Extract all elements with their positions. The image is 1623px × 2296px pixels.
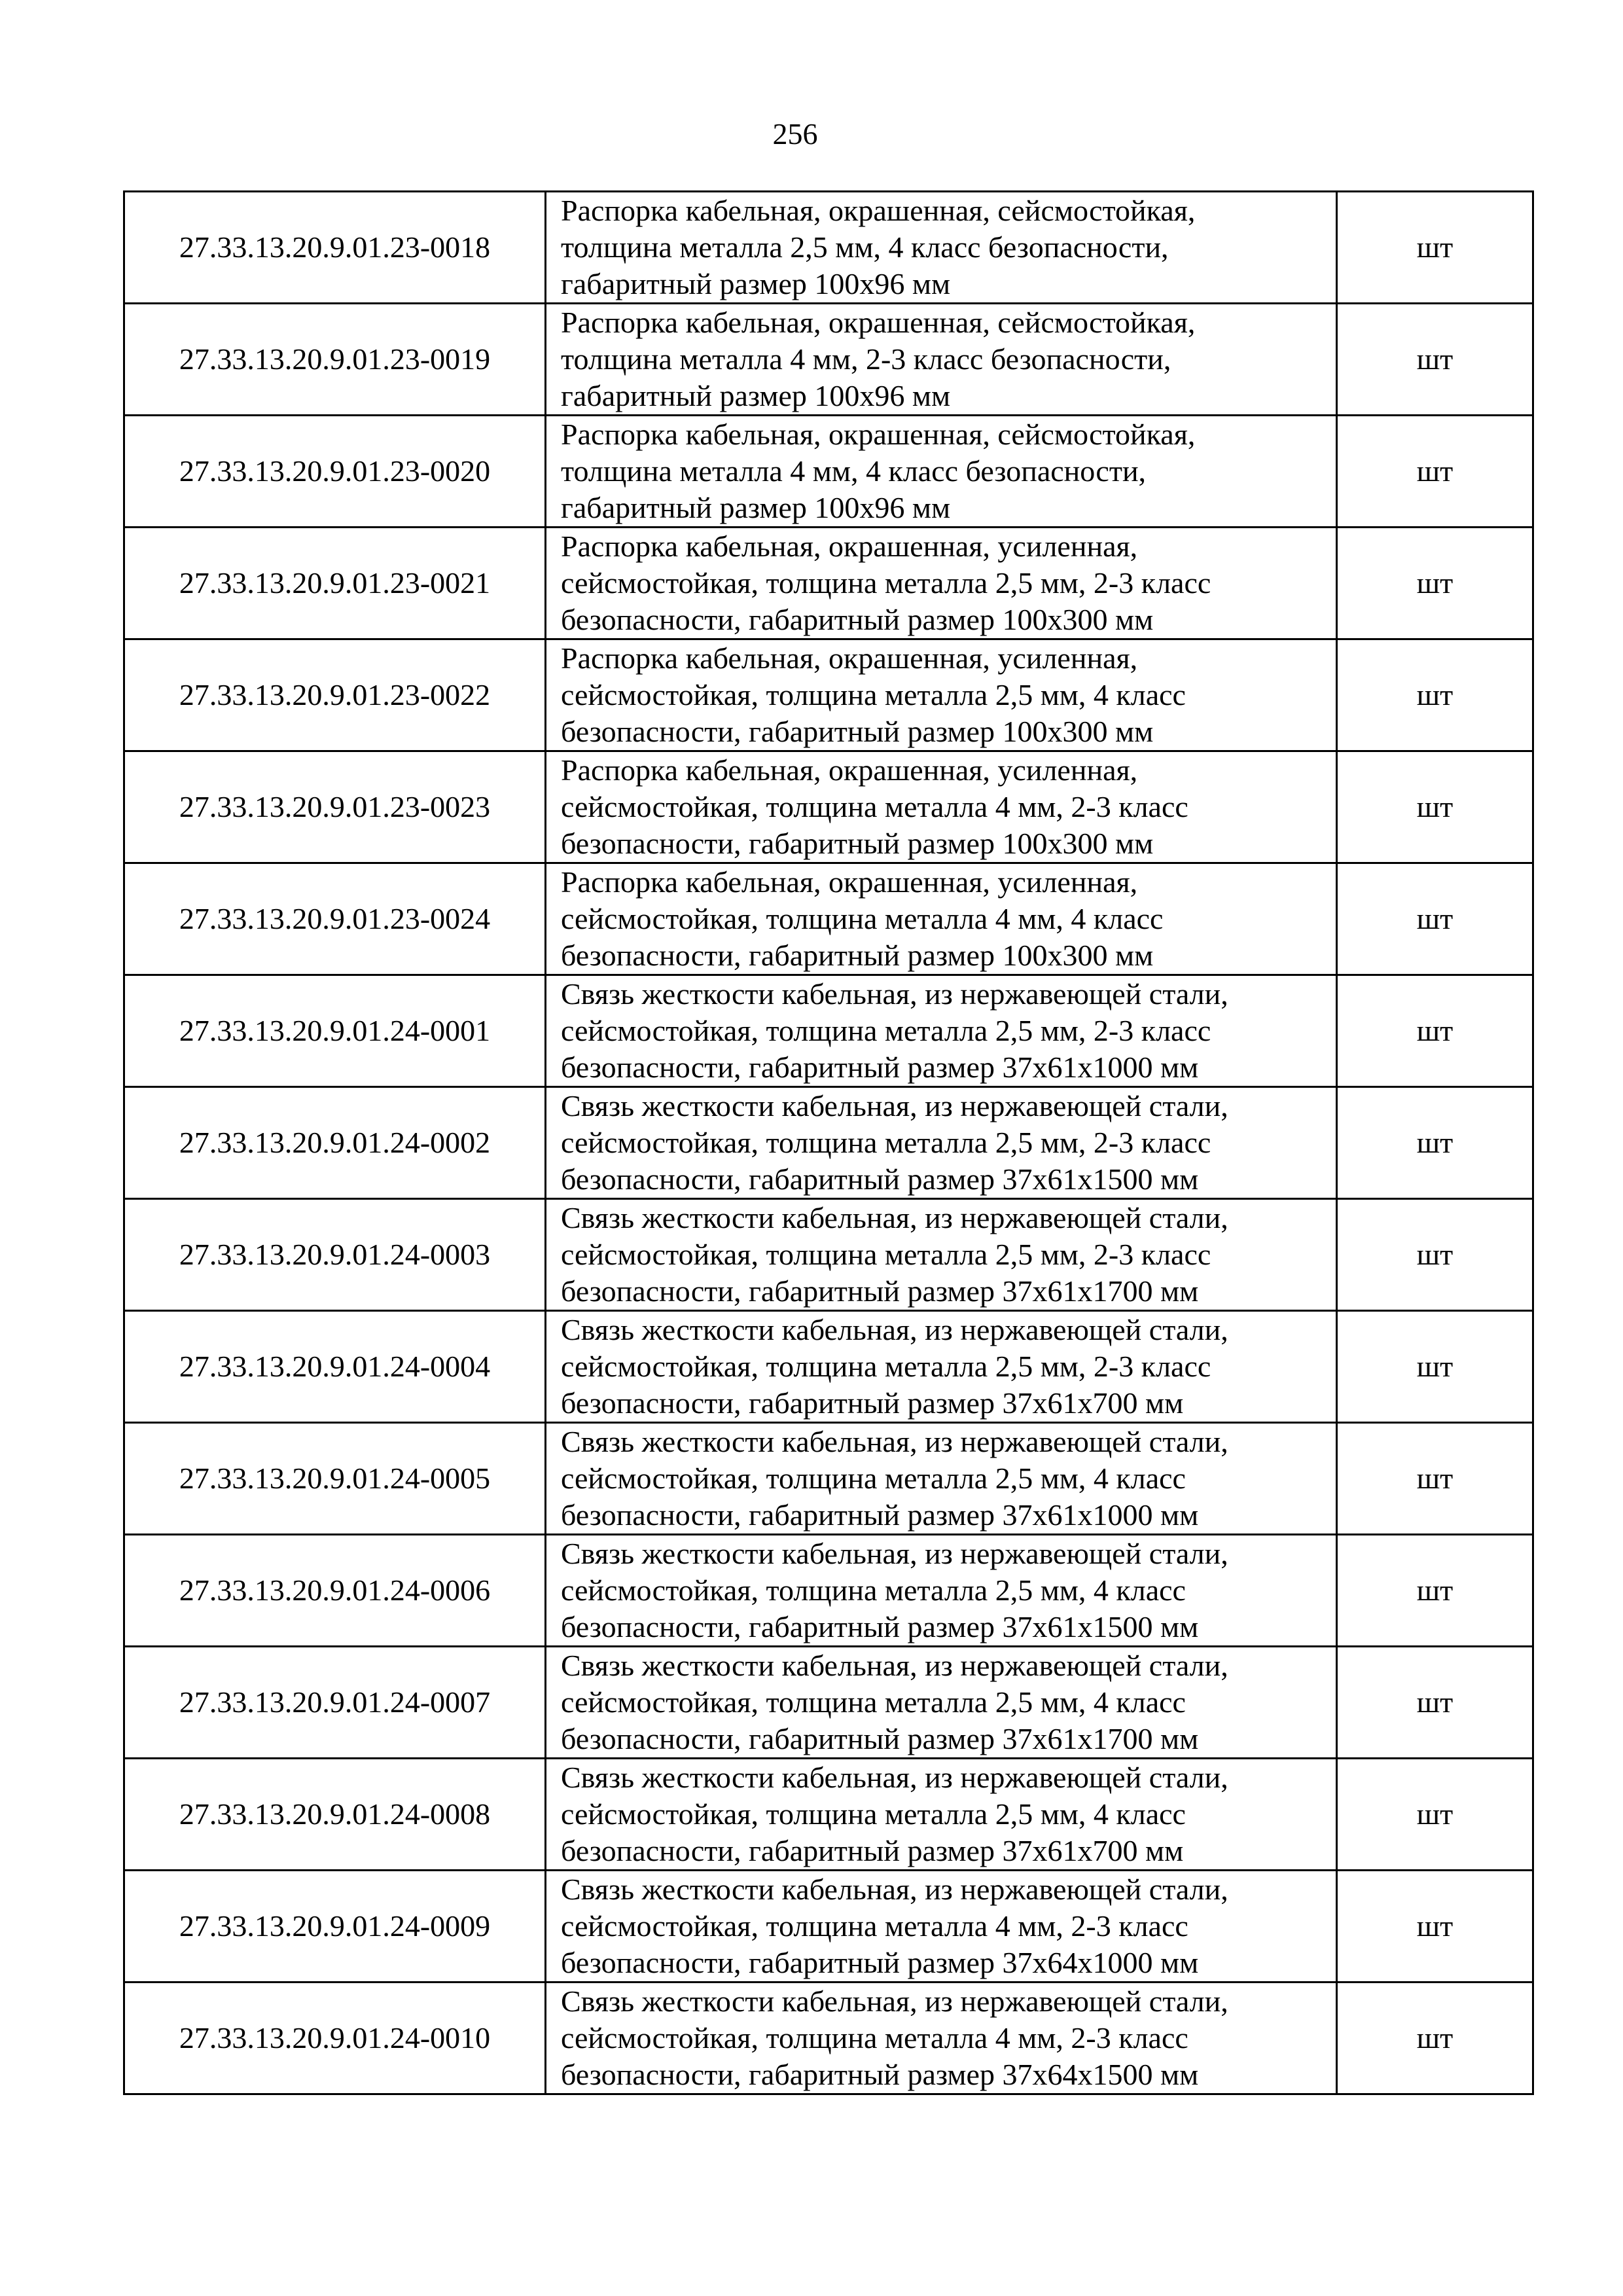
row-name bbox=[546, 1647, 1337, 1759]
row-unit: шт bbox=[1337, 1087, 1533, 1199]
row-name-line: Распорка кабельная, окрашенная, усиленная, bbox=[561, 641, 1138, 675]
row-name-line: безопасности, габаритный размер 37x61x700 мм bbox=[561, 1834, 1184, 1867]
row-unit: шт bbox=[1337, 304, 1533, 416]
table-row bbox=[124, 975, 1533, 1087]
row-unit: шт bbox=[1337, 1982, 1533, 2094]
row-name-line: Распорка кабельная, окрашенная, сейсмостойкая, bbox=[561, 418, 1196, 451]
row-code: 27.33.13.20.9.01.24-0008 bbox=[124, 1759, 546, 1871]
row-name-line: Связь жесткости кабельная, из нержавеющей стали, bbox=[561, 1537, 1228, 1570]
row-code: 27.33.13.20.9.01.24-0009 bbox=[124, 1871, 546, 1982]
row-name-line: безопасности, габаритный размер 37x64x1500 мм bbox=[561, 2058, 1199, 2091]
row-code: 27.33.13.20.9.01.24-0002 bbox=[124, 1087, 546, 1199]
row-code: 27.33.13.20.9.01.23-0021 bbox=[124, 528, 546, 639]
table-row bbox=[124, 1982, 1533, 2094]
row-unit: шт bbox=[1337, 1647, 1533, 1759]
table-row bbox=[124, 639, 1533, 751]
row-code: 27.33.13.20.9.01.24-0004 bbox=[124, 1311, 546, 1423]
row-code: 27.33.13.20.9.01.24-0005 bbox=[124, 1423, 546, 1535]
row-name-line: безопасности, габаритный размер 37x61x700 мм bbox=[561, 1386, 1184, 1420]
row-code: 27.33.13.20.9.01.24-0006 bbox=[124, 1535, 546, 1647]
row-name-line: Связь жесткости кабельная, из нержавеющей стали, bbox=[561, 1649, 1228, 1682]
row-unit: шт bbox=[1337, 416, 1533, 528]
table-row bbox=[124, 1647, 1533, 1759]
row-name-line: сейсмостойкая, толщина металла 2,5 мм, 4 класс bbox=[561, 1797, 1186, 1831]
row-name-line: безопасности, габаритный размер 37x61x1700 мм bbox=[561, 1722, 1199, 1755]
table-row bbox=[124, 751, 1533, 863]
table-row bbox=[124, 304, 1533, 416]
row-name-line: безопасности, габаритный размер 37x64x1000 мм bbox=[561, 1946, 1199, 1979]
row-name-line: Связь жесткости кабельная, из нержавеющей стали, bbox=[561, 1873, 1228, 1906]
row-name-line: безопасности, габаритный размер 100x300 мм bbox=[561, 715, 1154, 748]
row-name bbox=[546, 1982, 1337, 2094]
row-name-line: безопасности, габаритный размер 37x61x1500 мм bbox=[561, 1610, 1199, 1643]
row-name bbox=[546, 975, 1337, 1087]
row-name-line: сейсмостойкая, толщина металла 2,5 мм, 4 класс bbox=[561, 678, 1186, 711]
row-name bbox=[546, 192, 1337, 304]
row-name-line: Связь жесткости кабельная, из нержавеющей стали, bbox=[561, 1313, 1228, 1346]
row-name-line: Связь жесткости кабельная, из нержавеющей стали, bbox=[561, 1425, 1228, 1458]
row-unit: шт bbox=[1337, 863, 1533, 975]
row-unit: шт bbox=[1337, 528, 1533, 639]
row-name bbox=[546, 528, 1337, 639]
row-name-line: безопасности, габаритный размер 100x300 мм bbox=[561, 603, 1154, 636]
row-name-line: сейсмостойкая, толщина металла 4 мм, 2-3 класс bbox=[561, 790, 1188, 823]
row-name bbox=[546, 1871, 1337, 1982]
row-unit: шт bbox=[1337, 1871, 1533, 1982]
row-name-line: сейсмостойкая, толщина металла 4 мм, 2-3 класс bbox=[561, 2021, 1188, 2054]
row-code: 27.33.13.20.9.01.24-0010 bbox=[124, 1982, 546, 2094]
row-name bbox=[546, 751, 1337, 863]
row-code: 27.33.13.20.9.01.23-0018 bbox=[124, 192, 546, 304]
row-unit: шт bbox=[1337, 975, 1533, 1087]
row-name-line: сейсмостойкая, толщина металла 4 мм, 2-3 класс bbox=[561, 1909, 1188, 1943]
table-row bbox=[124, 528, 1533, 639]
row-name-line: безопасности, габаритный размер 100x300 мм bbox=[561, 939, 1154, 972]
row-name-line: сейсмостойкая, толщина металла 2,5 мм, 4 класс bbox=[561, 1462, 1186, 1495]
row-name-line: сейсмостойкая, толщина металла 2,5 мм, 2-3 класс bbox=[561, 1014, 1211, 1047]
page-number: 256 bbox=[772, 117, 818, 151]
row-code: 27.33.13.20.9.01.24-0003 bbox=[124, 1199, 546, 1311]
row-name bbox=[546, 1759, 1337, 1871]
table-body bbox=[124, 192, 1533, 2094]
row-name bbox=[546, 1087, 1337, 1199]
table-row bbox=[124, 1199, 1533, 1311]
row-name-line: сейсмостойкая, толщина металла 2,5 мм, 2-3 класс bbox=[561, 1350, 1211, 1383]
row-name bbox=[546, 1311, 1337, 1423]
table-row bbox=[124, 1423, 1533, 1535]
row-name-line: безопасности, габаритный размер 37x61x1000 мм bbox=[561, 1050, 1199, 1084]
row-name-line: Распорка кабельная, окрашенная, усиленная, bbox=[561, 865, 1138, 899]
row-name-line: безопасности, габаритный размер 37x61x1500 мм bbox=[561, 1162, 1199, 1196]
table-row bbox=[124, 1759, 1533, 1871]
row-unit: шт bbox=[1337, 1311, 1533, 1423]
row-name-line: Связь жесткости кабельная, из нержавеющей стали, bbox=[561, 1984, 1228, 2018]
table-row bbox=[124, 416, 1533, 528]
row-code: 27.33.13.20.9.01.23-0020 bbox=[124, 416, 546, 528]
row-name-line: толщина металла 2,5 мм, 4 класс безопасности, bbox=[561, 230, 1169, 264]
row-name-line: габаритный размер 100x96 мм bbox=[561, 491, 951, 524]
row-name bbox=[546, 863, 1337, 975]
row-name-line: безопасности, габаритный размер 37x61x1700 мм bbox=[561, 1274, 1199, 1308]
row-name bbox=[546, 1535, 1337, 1647]
table-row bbox=[124, 1535, 1533, 1647]
row-name-line: Связь жесткости кабельная, из нержавеющей стали, bbox=[561, 1089, 1228, 1122]
table-row bbox=[124, 1087, 1533, 1199]
row-code: 27.33.13.20.9.01.24-0007 bbox=[124, 1647, 546, 1759]
row-name-line: сейсмостойкая, толщина металла 2,5 мм, 4 класс bbox=[561, 1573, 1186, 1607]
row-name-line: Связь жесткости кабельная, из нержавеющей стали, bbox=[561, 977, 1228, 1011]
row-name-line: сейсмостойкая, толщина металла 2,5 мм, 2-3 класс bbox=[561, 566, 1211, 600]
row-name-line: безопасности, габаритный размер 37x61x1000 мм bbox=[561, 1498, 1199, 1532]
row-name-line: сейсмостойкая, толщина металла 2,5 мм, 4 класс bbox=[561, 1685, 1186, 1719]
row-unit: шт bbox=[1337, 751, 1533, 863]
row-name-line: Связь жесткости кабельная, из нержавеющей стали, bbox=[561, 1201, 1228, 1234]
row-unit: шт bbox=[1337, 1199, 1533, 1311]
row-name-line: Распорка кабельная, окрашенная, сейсмостойкая, bbox=[561, 194, 1196, 227]
row-code: 27.33.13.20.9.01.23-0022 bbox=[124, 639, 546, 751]
row-name-line: Распорка кабельная, окрашенная, сейсмостойкая, bbox=[561, 306, 1196, 339]
row-name-line: безопасности, габаритный размер 100x300 мм bbox=[561, 827, 1154, 860]
row-unit: шт bbox=[1337, 192, 1533, 304]
row-name-line: толщина металла 4 мм, 2-3 класс безопасности, bbox=[561, 342, 1171, 376]
row-name bbox=[546, 416, 1337, 528]
row-name-line: габаритный размер 100x96 мм bbox=[561, 379, 951, 412]
row-name-line: Распорка кабельная, окрашенная, усиленная, bbox=[561, 529, 1138, 563]
row-name-line: сейсмостойкая, толщина металла 2,5 мм, 2-3 класс bbox=[561, 1126, 1211, 1159]
row-code: 27.33.13.20.9.01.23-0023 bbox=[124, 751, 546, 863]
row-unit: шт bbox=[1337, 639, 1533, 751]
row-name bbox=[546, 1199, 1337, 1311]
table-row bbox=[124, 863, 1533, 975]
table-row bbox=[124, 192, 1533, 304]
table-row bbox=[124, 1311, 1533, 1423]
row-name-line: сейсмостойкая, толщина металла 2,5 мм, 2-3 класс bbox=[561, 1238, 1211, 1271]
row-name-line: габаритный размер 100x96 мм bbox=[561, 267, 951, 300]
row-unit: шт bbox=[1337, 1535, 1533, 1647]
row-name bbox=[546, 639, 1337, 751]
row-name-line: Связь жесткости кабельная, из нержавеющей стали, bbox=[561, 1761, 1228, 1794]
row-unit: шт bbox=[1337, 1423, 1533, 1535]
row-name-line: сейсмостойкая, толщина металла 4 мм, 4 класс bbox=[561, 902, 1164, 935]
resource-table bbox=[123, 190, 1534, 2095]
row-code: 27.33.13.20.9.01.24-0001 bbox=[124, 975, 546, 1087]
row-name bbox=[546, 304, 1337, 416]
row-name-line: толщина металла 4 мм, 4 класс безопасности, bbox=[561, 454, 1147, 488]
table-row bbox=[124, 1871, 1533, 1982]
row-code: 27.33.13.20.9.01.23-0019 bbox=[124, 304, 546, 416]
row-unit: шт bbox=[1337, 1759, 1533, 1871]
row-name-line: Распорка кабельная, окрашенная, усиленная, bbox=[561, 753, 1138, 787]
row-name bbox=[546, 1423, 1337, 1535]
row-code: 27.33.13.20.9.01.23-0024 bbox=[124, 863, 546, 975]
